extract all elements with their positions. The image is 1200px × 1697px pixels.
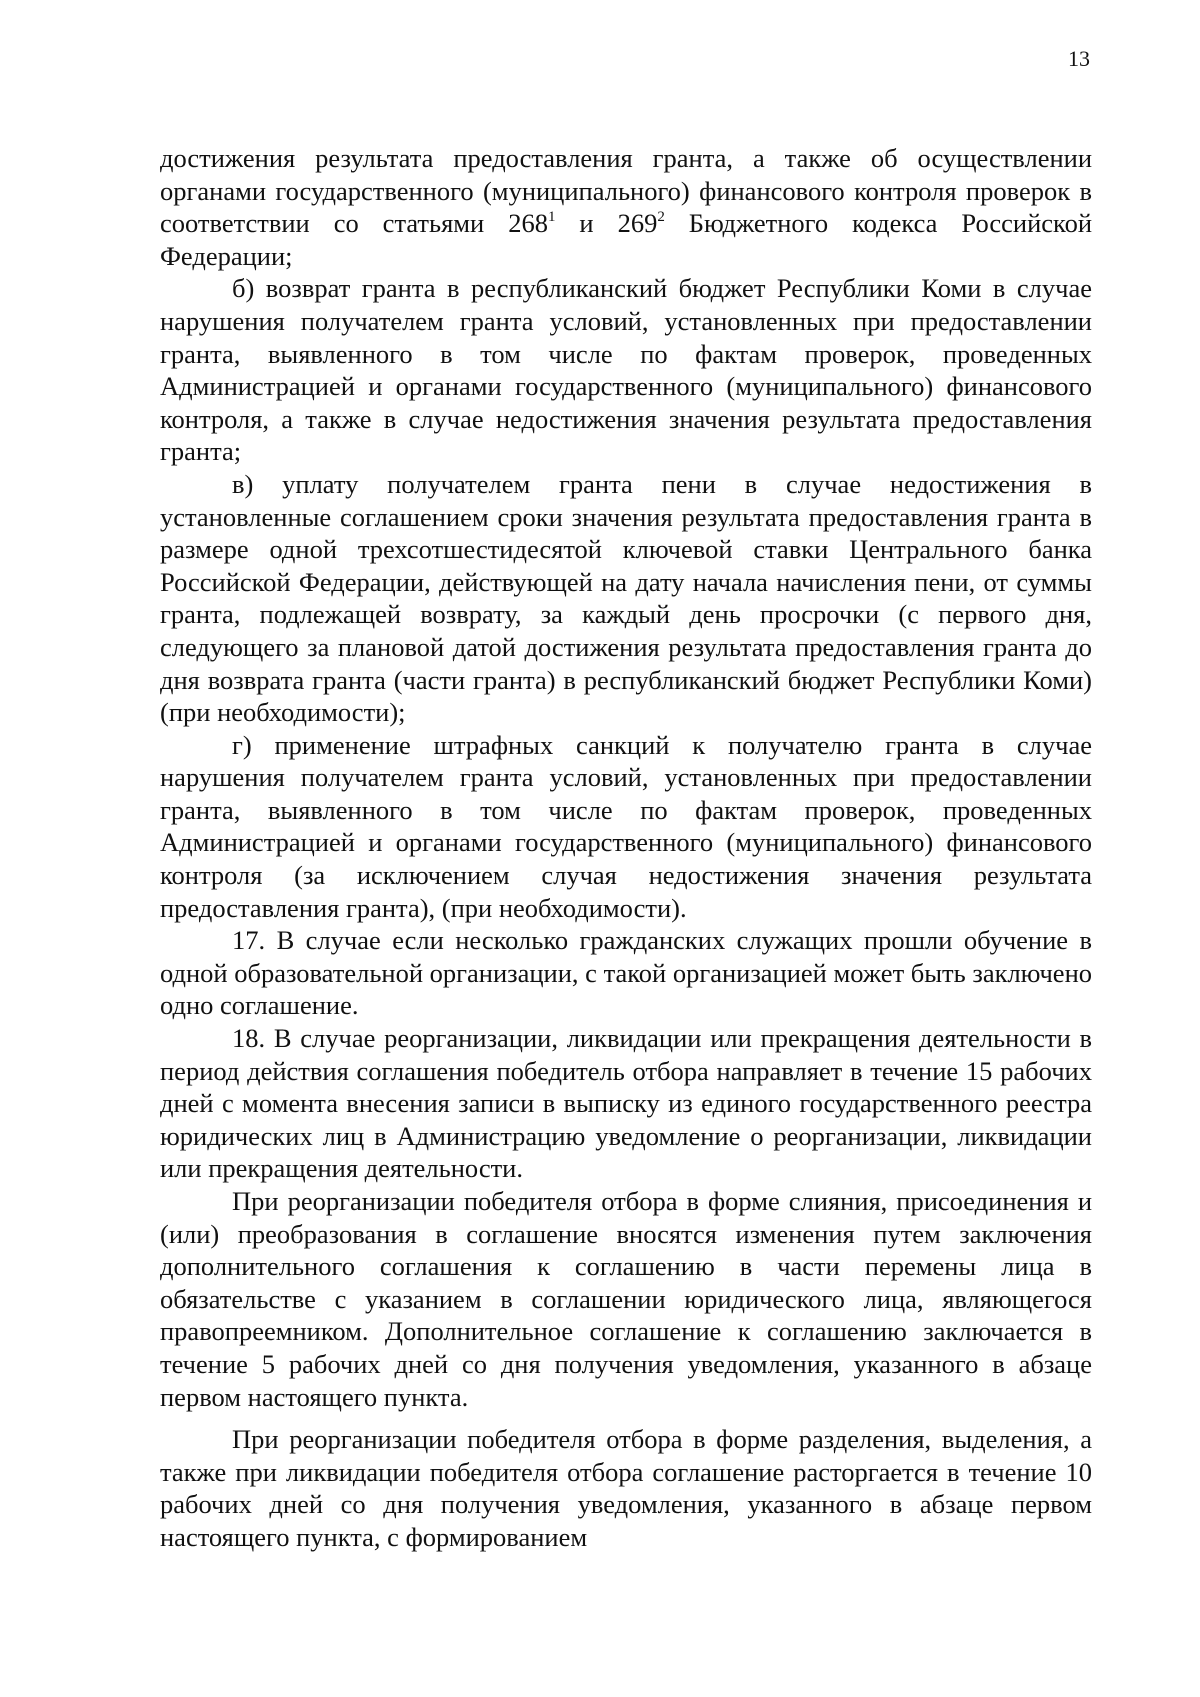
- page-number: 13: [1068, 46, 1090, 71]
- paragraph-division: При реорганизации победителя отбора в форме разделения, выделения, а также при ликвидации победителя отбора соглашение расторгается в течение 10 рабочих дней со дня получения уведомления, указанного в абзаце первом настоящего пункта, с формированием: [160, 1424, 1092, 1552]
- document-body: [160, 142, 1092, 1554]
- paragraph-item-g: г) применение штрафных санкций к получателю гранта в случае нарушения получателем гранта условий, установленных при предоставлении гранта, выявленного в том числе по фактам проверок, проведенных Администрацией и органами государственного (муниципального) финансового контроля (за исключением случая недостижения значения результата предоставления гранта), (при необходимости).: [160, 729, 1092, 923]
- paragraph-text: достижения результата предоставления гранта, а также об осуществлении органами государственного (муниципального) финансового контроля проверок в соответствии со статьями 268: [160, 143, 1092, 239]
- paragraph-18: 18. В случае реорганизации, ликвидации или прекращения деятельности в период действия соглашения победитель отбора направляет в течение 15 рабочих дней с момента внесения записи в выписку из единого государственного реестра юридических лиц в Администрацию уведомление о реорганизации, ликвидации или прекращения деятельности.: [160, 1023, 1092, 1184]
- paragraph-17: 17. В случае если несколько гражданских служащих прошли обучение в одной образовательной организации, с такой организацией может быть заключено одно соглашение.: [160, 925, 1092, 1021]
- paragraph-text: Бюджетного кодекса Российской Федерации;: [160, 208, 1092, 271]
- paragraph-text: и 269: [555, 208, 658, 239]
- paragraph-item-v: в) уплату получателем гранта пени в случае недостижения в установленные соглашением сроки значения результата предоставления гранта в размере одной трехсотшестидесятой ключевой ставки Центрального банка Российской Федерации, действующей на дату начала начисления пени, от суммы гранта, подлежащей возврату, за каждый день просрочки (с первого дня, следующего за плановой датой достижения результата предоставления гранта до дня возврата гранта (части гранта) в республиканский бюджет Республики Коми) (при необходимости);: [160, 468, 1092, 728]
- paragraph-continuation: [160, 142, 1092, 272]
- superscript-marker: 1: [547, 209, 556, 226]
- paragraph-merger: При реорганизации победителя отбора в форме слияния, присоединения и (или) преобразования в соглашение вносятся изменения путем заключения дополнительного соглашения к соглашению в части перемены лица в обязательстве с указанием в соглашении юридического лица, являющегося правопреемником. Дополнительное соглашение к соглашению заключается в течение 5 рабочих дней со дня получения уведомления, указанного в абзаце первом настоящего пункта.: [160, 1186, 1092, 1412]
- superscript-marker: 2: [657, 209, 665, 226]
- paragraph-item-b: б) возврат гранта в республиканский бюджет Республики Коми в случае нарушения получателем гранта условий, установленных при предоставлении гранта, выявленного в том числе по фактам проверок, проведенных Администрацией и органами государственного (муниципального) финансового контроля, а также в случае недостижения значения результата предоставления гранта;: [160, 273, 1092, 467]
